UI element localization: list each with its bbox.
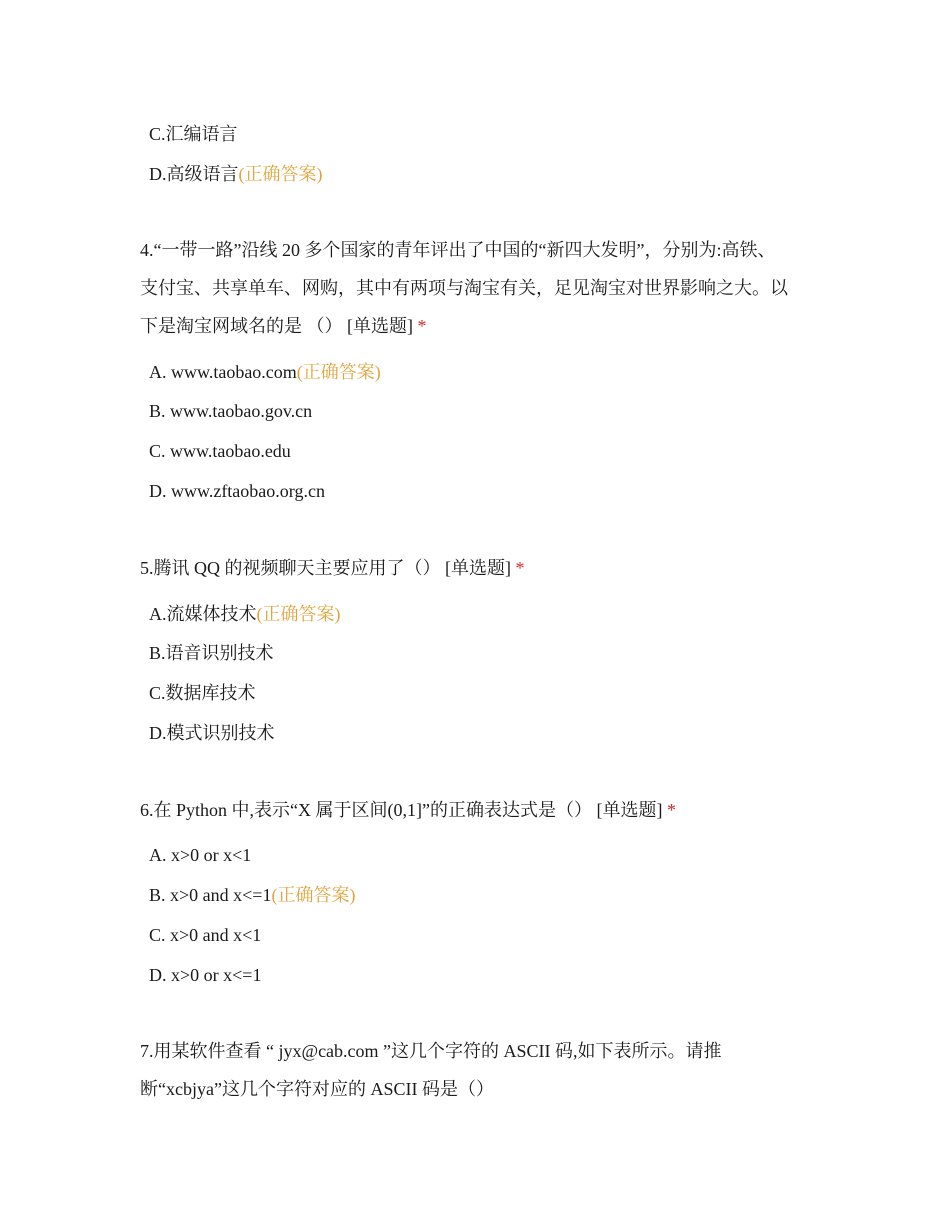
q5-option-d: D.模式识别技术: [149, 723, 275, 743]
q3-option-d: D.高级语言(正确答案): [149, 164, 323, 184]
q6-option-d: D. x>0 or x<=1: [149, 965, 262, 985]
q4-option-c: C. www.taobao.edu: [149, 441, 291, 461]
q4-text-line-2: 支付宝、共享单车、网购，其中有两项与淘宝有关，足见淘宝对世界影响之大。以: [140, 278, 788, 298]
q7-text-line-1: 7.用某软件查看 “ jyx@cab.com ”这几个字符的 ASCII 码,如下表所示。请推: [140, 1041, 722, 1061]
correct-answer-mark: (正确答案): [296, 362, 381, 382]
required-asterisk: *: [666, 800, 676, 820]
q4-option-d: D. www.zftaobao.org.cn: [149, 481, 325, 501]
correct-answer-mark: (正确答案): [256, 604, 341, 624]
q4-option-a: A. www.taobao.com(正确答案): [149, 362, 381, 382]
q4-option-b: B. www.taobao.gov.cn: [149, 401, 313, 421]
q6-option-b: B. x>0 and x<=1(正确答案): [149, 885, 356, 905]
required-asterisk: *: [417, 316, 427, 336]
correct-answer-mark: (正确答案): [271, 885, 356, 905]
q5-option-b: B.语音识别技术: [149, 643, 274, 663]
q4-text-line-1: 4.“一带一路”沿线 20 多个国家的青年评出了中国的“新四大发明”，分别为:高铁、: [140, 240, 776, 260]
q4-text-line-3: 下是淘宝网域名的是 （） [单选题] *: [140, 316, 427, 336]
q5-option-c: C.数据库技术: [149, 683, 256, 703]
q6-option-a: A. x>0 or x<1: [149, 845, 252, 865]
q6-text: 6.在 Python 中,表示“X 属于区间(0,1]”的正确表达式是（） [单选题] *: [140, 800, 676, 820]
required-asterisk: *: [515, 558, 525, 578]
q5-text: 5.腾讯 QQ 的视频聊天主要应用了（） [单选题] *: [140, 558, 525, 578]
correct-answer-mark: (正确答案): [238, 164, 323, 184]
q5-option-a: A.流媒体技术(正确答案): [149, 604, 341, 624]
q7-text-line-2: 断“xcbjya”这几个字符对应的 ASCII 码是（）: [140, 1079, 494, 1099]
q3-option-c: C.汇编语言: [149, 124, 238, 144]
q6-option-c: C. x>0 and x<1: [149, 925, 262, 945]
